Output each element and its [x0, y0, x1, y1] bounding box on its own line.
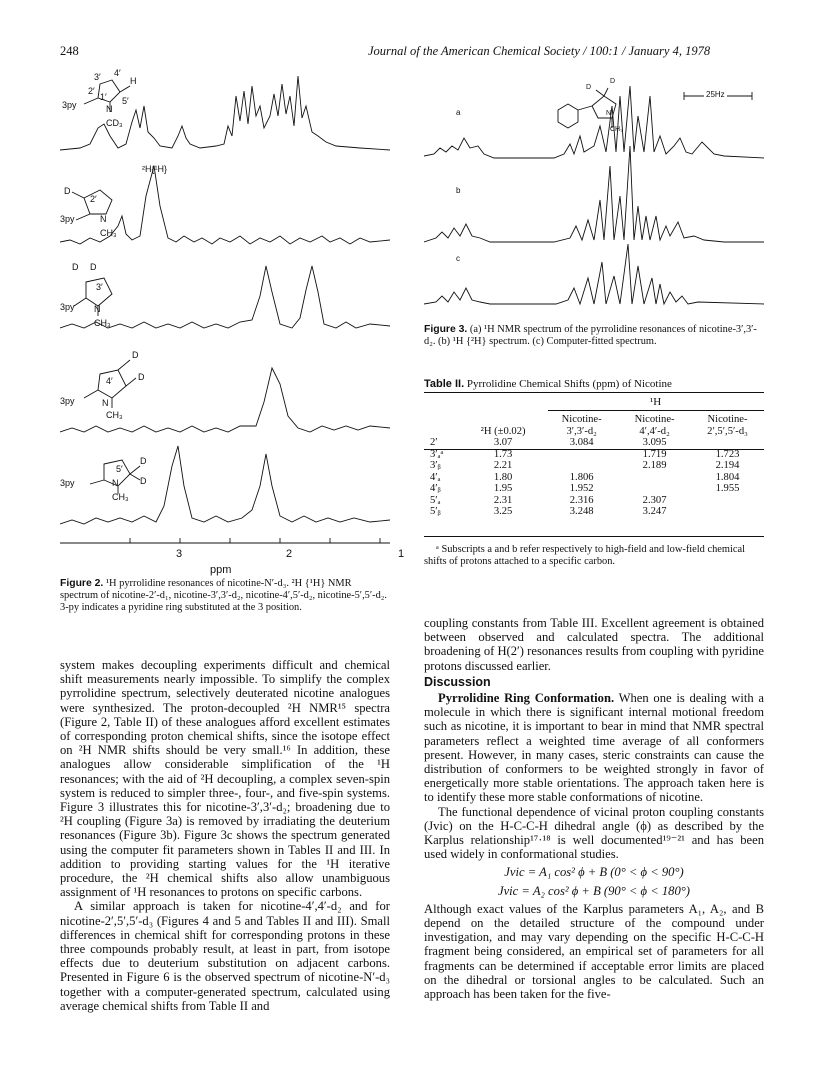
axis-label-ppm: ppm — [210, 564, 232, 576]
table-2-col-3: Nicotine-4′,4′-d₂ — [634, 414, 675, 437]
table-2-cell: 3.084 — [569, 437, 594, 448]
spectrum-c — [424, 244, 764, 304]
table-2-rule-top — [424, 392, 764, 393]
table-2-cell: 2.189 — [642, 460, 667, 471]
scale-label: 25Hz — [706, 90, 725, 99]
decoupling-label: ²H{¹H} — [142, 164, 168, 174]
table-2-cell — [545, 460, 618, 472]
page-number: 248 — [60, 44, 79, 58]
table-2-title-text: Pyrrolidine Chemical Shifts (ppm) of Nicotine — [466, 378, 672, 390]
structure-nicotine-n-d3: 3′ 4′ 2′ 1′ 5′ H 3py N CD₃ — [62, 68, 137, 128]
table-2-cell: 3.095 — [642, 437, 667, 448]
table-2-cell — [691, 506, 764, 518]
table-2-col-2: Nicotine-3′,3′-d₂ — [561, 414, 602, 437]
table-2-cell: 1.95 — [493, 483, 513, 494]
table-2-cell: 2.21 — [493, 460, 513, 471]
table-2-cell: 1.955 — [715, 483, 740, 494]
table-2-row — [424, 472, 764, 484]
table-2-cell: 4′ᵦ — [430, 483, 441, 494]
table-2-cell: 1.952 — [569, 483, 594, 494]
table-2-title — [424, 378, 672, 390]
figure-2-caption-text: ¹H pyrrolidine resonances of nicotine-N′-d₃. ²H {¹H} NMR spectrum of nicotine-2′-d₁, nicotine-3′,3′-d₂, nicotine-4′,5′-d₂, nicotine-5′,5′-d₂. 3-py indicates a pyridine ring substituted at the 3 position. — [60, 578, 388, 613]
table-2-header-row — [424, 414, 764, 437]
table-2-cell — [545, 449, 618, 461]
table-2-cell — [691, 437, 764, 449]
panel-label-b: b — [456, 186, 461, 195]
table-2-row — [424, 495, 764, 507]
table-2-group-header: ¹H — [650, 396, 662, 408]
table-2-cell — [691, 495, 764, 507]
left-column-text — [60, 658, 390, 1013]
axis-tick-3: 3 — [176, 548, 183, 560]
right-paragraph-3: The functional dependence of vicinal proton coupling constants (Jvic) on the H-C-C-H dihedral angle (ϕ) as described by the Karplus relationship¹⁷·¹⁸ is well documented¹⁹⁻²¹ and has been used widely in conformational studies. — [424, 804, 764, 862]
panel-label-a: a — [456, 108, 461, 117]
table-2-cell: 3′ᵦ — [430, 460, 441, 471]
structure-nicotine-3-d2-fig3: D D N CH₃ — [548, 86, 638, 146]
right-paragraph-2-text: When one is dealing with a molecule in which there is significant internal motional freedom such as nicotine, it is important to bear in mind that NMR spectral parameters reflect a weighted time average of all conformers present. However, in many cases, steric constraints can cause the distribution of conformers to be weighted strongly in favor of energetically more stable orientations. The approach taken here is to identify these more stable conformations of nicotine. — [424, 691, 764, 805]
table-2-cell: 3.248 — [569, 506, 594, 517]
right-paragraph-2 — [424, 691, 764, 805]
right-paragraph-4: Although exact values of the Karplus parameters A₁, A₂, and B depend on the detailed structure of the compound under investigation, and may vary depending on the specific H-C-C-H fragment being considered, an empirical set of parameters for all fragments can be determined if acceptable error limits are placed on the dihedral or torsional angles to be calculated. Such an approach has been taken for the five- — [424, 901, 764, 1002]
table-2-footnote: ᵃ Subscripts a and b refer respectively to high-field and low-field chemical shifts of protons attached to a specific carbon. — [424, 544, 745, 567]
table-2-rule-group — [548, 410, 764, 411]
figure-2-caption-label: Figure 2. — [60, 578, 104, 589]
table-2-row — [424, 506, 764, 518]
journal-header: Journal of the American Chemical Society / 100:1 / January 4, 1978 — [368, 44, 711, 58]
table-2-cell: 3′ₐᵃ — [430, 448, 444, 460]
right-column-text — [424, 616, 764, 1001]
equation-2: Jvic = A₂ cos² ϕ + B (90° < ϕ < 180°) — [498, 883, 690, 898]
figure-2-caption — [60, 578, 390, 614]
table-2-cell: 2.307 — [642, 494, 667, 506]
spectrum-b — [424, 146, 764, 242]
table-2-cell: 2.31 — [493, 494, 513, 506]
figure-3-caption-text: (a) ¹H NMR spectrum of the pyrrolidine resonances of nicotine-3′,3′-d₂. (b) ¹H {²H} spectrum. (c) Computer-fitted spectrum. — [424, 324, 757, 347]
table-2-cell: 1.719 — [642, 448, 667, 460]
table-2-row — [424, 449, 764, 461]
table-2-rule-bottom — [424, 536, 764, 537]
table-2-cell: 1.73 — [493, 448, 513, 460]
panel-label-c: c — [456, 254, 460, 263]
table-2-cell: 5′ₐ — [430, 494, 441, 506]
structure-nicotine-2-d1: D 2′ 3py N CH₃ — [60, 186, 117, 238]
table-2-col-1: ²H (±0.02) — [480, 425, 526, 437]
table-2-cell: 3.25 — [493, 506, 513, 517]
table-2-cell: 1.80 — [493, 471, 513, 483]
table-2-cell: 1.723 — [715, 448, 740, 460]
figure-3-caption — [424, 324, 764, 348]
table-2-cell — [618, 483, 691, 495]
figure-3-caption-label: Figure 3. — [424, 324, 468, 335]
figure-3 — [424, 66, 764, 324]
table-2-row — [424, 437, 764, 449]
left-paragraph-2: A similar approach is taken for nicotine-4′,4′-d₂ and for nicotine-2′,5′,5′-d₃ (Figures 4 and 5 and Tables II and III). Small differences in chemical shift for corresponding protons in these three compounds probably result, at least in part, from isotope effects due to deuterium substitution on adjacent carbons. Presented in Figure 6 is the observed spectrum of nicotine-N′-d₃ together with a computer-generated spectrum, calculated using average chemical shifts from Table II and — [60, 899, 390, 1013]
table-2-cell: 1.806 — [569, 471, 594, 483]
table-2-label: Table II. — [424, 378, 465, 390]
table-2-cell: 5′ᵦ — [430, 506, 441, 517]
table-2-cell: 3.247 — [642, 506, 667, 517]
table-2-cell: 2.194 — [715, 460, 740, 471]
left-paragraph-1: system makes decoupling experiments difficult and chemical shift measurements nearly impossible. To simplify the complex pyrrolidine spectrum, selectively deuterated nicotine analogues were synthesized. The proton-decoupled ²H NMR¹⁵ spectra (Figure 2, Table II) of these analogues afford excellent estimates of corresponding proton chemical shifts, since the isotope effect on ²H NMR shifts should be very small.¹⁶ In addition, these analogues allow considerable simplification of the ¹H resonances; with the aid of ²H decoupling, a complex seven-spin system is reduced to simpler three-, four-, and five-spin systems. Figure 3 illustrates this for nicotine-3′,3′-d₂; broadening due to ²H coupling (Figure 3a) is removed by irradiating the deuterium resonances (Figure 3b). Figure 3c shows the spectrum generated using the computer fit parameters shown in Tables II and III. In addition to providing starting values for the ¹H iterative procedure, the ²H chemical shifts also allow unambiguous assignment of ¹H resonances to protons on specific carbons. — [60, 658, 390, 900]
section-heading-discussion: Discussion — [424, 674, 491, 689]
axis-tick-2: 2 — [286, 548, 293, 560]
table-2-row — [424, 460, 764, 472]
table-2-row — [424, 483, 764, 495]
table-2-col-4: Nicotine-2′,5′,5′-d₃ — [707, 414, 748, 437]
table-2-cell: 2.316 — [569, 494, 594, 506]
structure-nicotine-3-d2: D D 3′ 3py N CH₃ — [60, 262, 111, 328]
table-2-cell — [618, 472, 691, 484]
axis-tick-1: 1 — [398, 548, 405, 560]
structure-nicotine-5-d2: 5′ D D 3py N CH₃ — [60, 456, 147, 502]
right-paragraph-1: coupling constants from Table III. Excellent agreement is obtained between observed and calculated spectra. The additional broadening of H(2′) resonances results from coupling with pyridine protons discussed earlier. — [424, 616, 764, 673]
table-2-cell: 3.07 — [493, 437, 513, 448]
equation-1: Jvic = A₁ cos² ϕ + B (0° < ϕ < 90°) — [504, 865, 684, 880]
table-2-rule-header — [424, 449, 764, 450]
table-2-cell: 1.804 — [715, 471, 740, 483]
figure-2 — [60, 66, 405, 576]
table-2-cell: 4′ₐ — [430, 471, 441, 483]
table-2-col-0 — [424, 414, 461, 437]
table-2-cell: 2′ — [430, 437, 438, 448]
structure-nicotine-4-d2: D 4′ D 3py N CH₃ — [60, 350, 145, 420]
runin-heading: Pyrrolidine Ring Conformation. — [438, 691, 615, 706]
table-2 — [424, 414, 764, 518]
